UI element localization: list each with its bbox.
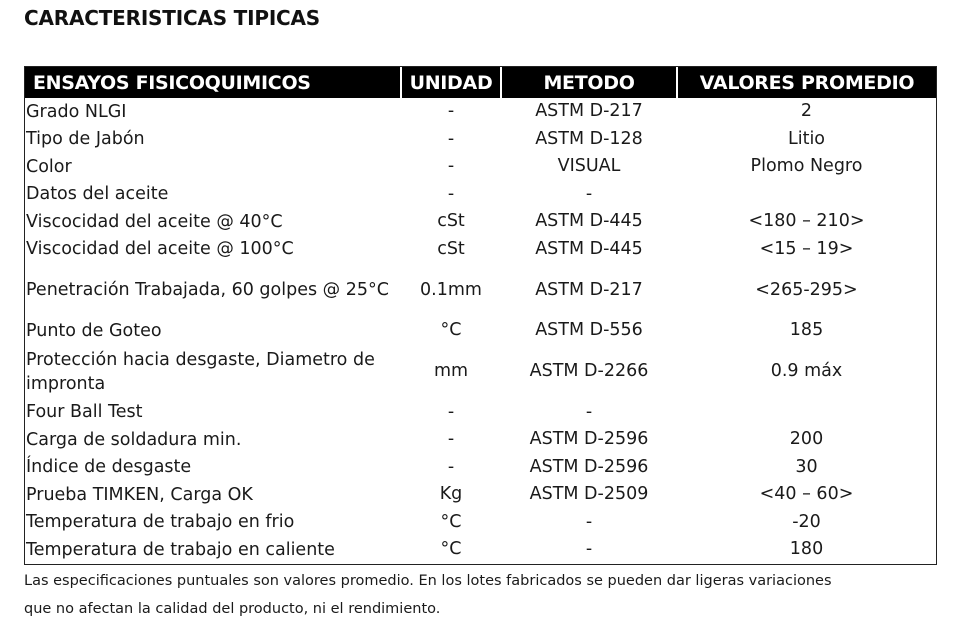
cell-unit: cSt xyxy=(437,238,465,259)
table-row xyxy=(25,426,936,454)
cell-property: Color xyxy=(26,156,72,177)
cell-property: Punto de Goteo xyxy=(26,320,162,341)
cell-unit: °C xyxy=(440,320,462,341)
cell-property: Índice de desgaste xyxy=(26,457,192,478)
table-row xyxy=(25,208,936,236)
cell-property: Datos del aceite xyxy=(26,184,169,205)
footnote-line-2: que no afectan la calidad del producto, ni el rendimiento. xyxy=(24,601,441,617)
cell-value: <265-295> xyxy=(755,279,858,300)
characteristics-table xyxy=(24,66,937,565)
cell-value: 30 xyxy=(795,456,818,477)
cell-unit: cSt xyxy=(437,211,465,232)
header-ensayos: ENSAYOS FISICOQUIMICOS xyxy=(25,67,401,98)
cell-value: <15 – 19> xyxy=(759,238,854,259)
cell-method: ASTM D-217 xyxy=(535,279,643,300)
cell-value: <180 – 210> xyxy=(748,211,865,232)
cell-method: ASTM D-217 xyxy=(535,101,643,122)
cell-unit: 0.1mm xyxy=(420,279,482,300)
table-row xyxy=(25,454,936,482)
header-unidad: UNIDAD xyxy=(401,67,501,98)
header-valores: VALORES PROMEDIO xyxy=(677,67,936,98)
cell-property: Penetración Trabajada, 60 golpes @ 25°C xyxy=(26,280,389,300)
cell-method: ASTM D-445 xyxy=(535,238,643,259)
cell-unit: Kg xyxy=(439,484,463,505)
footnote-line-1: Las especificaciones puntuales son valores promedio. En los lotes fabricados se pueden dar ligeras variaciones xyxy=(24,573,832,589)
cell-property: Tipo de Jabón xyxy=(26,129,145,150)
cell-property: Viscocidad del aceite @ 40°C xyxy=(26,211,283,232)
cell-value xyxy=(677,181,936,209)
cell-value: 2 xyxy=(800,101,813,122)
cell-method: - xyxy=(585,511,593,532)
cell-unit: - xyxy=(447,429,455,450)
cell-method: VISUAL xyxy=(557,156,621,177)
cell-method: - xyxy=(585,401,593,422)
table-row xyxy=(25,153,936,181)
cell-value: 0.9 máx xyxy=(770,361,843,381)
table-row xyxy=(25,98,936,126)
cell-unit: °C xyxy=(440,539,462,560)
cell-method: ASTM D-2509 xyxy=(529,484,649,505)
cell-unit: - xyxy=(447,156,455,177)
cell-unit: - xyxy=(447,101,455,122)
cell-value xyxy=(677,399,936,427)
cell-unit: - xyxy=(447,456,455,477)
cell-value: -20 xyxy=(792,511,821,532)
cell-unit: - xyxy=(447,183,455,204)
cell-property: Temperatura de trabajo en frio xyxy=(26,512,295,533)
cell-value: Litio xyxy=(787,128,826,149)
cell-method: ASTM D-128 xyxy=(535,128,643,149)
cell-method: - xyxy=(585,539,593,560)
table-row xyxy=(25,236,936,264)
table-header-row xyxy=(25,67,936,98)
cell-value: 200 xyxy=(789,429,824,450)
table-row xyxy=(25,345,936,399)
cell-method: ASTM D-556 xyxy=(535,320,643,341)
cell-unit: °C xyxy=(440,511,462,532)
table-row xyxy=(25,509,936,537)
table-row xyxy=(25,317,936,345)
cell-method: ASTM D-445 xyxy=(535,211,643,232)
cell-property: Grado NLGI xyxy=(26,101,127,122)
cell-property: Viscocidad del aceite @ 100°C xyxy=(26,239,294,260)
cell-property: Carga de soldadura min. xyxy=(26,429,242,450)
cell-property: Four Ball Test xyxy=(26,402,143,423)
cell-value: 185 xyxy=(789,320,824,341)
table-row xyxy=(25,481,936,509)
cell-unit: mm xyxy=(433,361,469,381)
cell-value: Plomo Negro xyxy=(750,156,863,177)
table-row xyxy=(25,263,936,317)
cell-property: Protección hacia desgaste, Diametro de impronta xyxy=(26,349,375,394)
header-metodo: METODO xyxy=(501,67,677,98)
cell-method: ASTM D-2596 xyxy=(529,429,649,450)
page-title: CARACTERISTICAS TIPICAS xyxy=(24,6,321,30)
table-row xyxy=(25,181,936,209)
cell-method: ASTM D-2596 xyxy=(529,456,649,477)
cell-property: Prueba TIMKEN, Carga OK xyxy=(26,484,253,505)
cell-value: 180 xyxy=(789,539,824,560)
cell-method: - xyxy=(585,183,593,204)
cell-value: <40 – 60> xyxy=(759,484,854,505)
table-row xyxy=(25,536,936,564)
table-row xyxy=(25,126,936,154)
table-row xyxy=(25,399,936,427)
cell-unit: - xyxy=(447,128,455,149)
cell-method: ASTM D-2266 xyxy=(529,361,649,381)
cell-unit: - xyxy=(447,401,455,422)
cell-property: Temperatura de trabajo en caliente xyxy=(26,539,335,560)
